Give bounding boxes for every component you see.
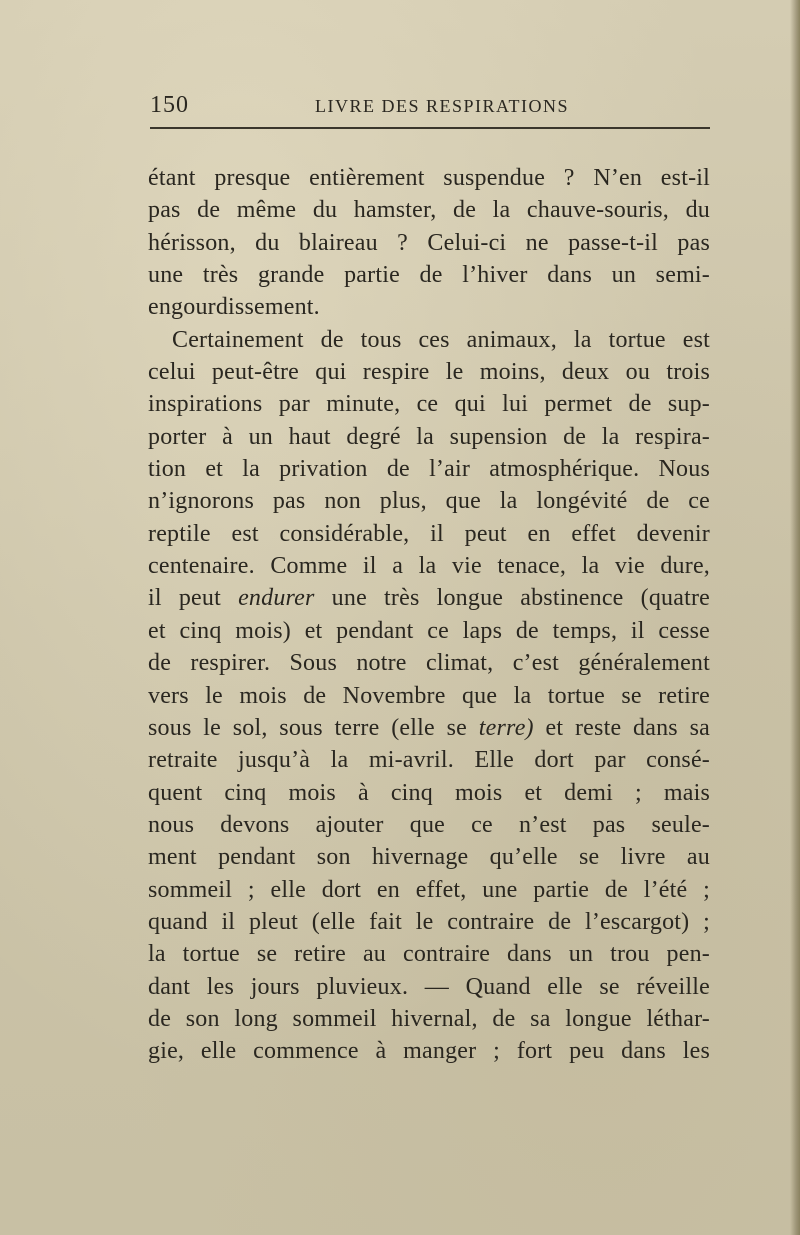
text-line: pas de même du hamster, de la chauve-souris, du [148,197,710,224]
text-segment: sous le sol, sous terre (elle se [148,714,479,741]
text-line: quand il pleut (elle fait le contraire de l’escargot) ; [148,908,710,935]
text-line: centenaire. Comme il a la vie tenace, la vie dure, [148,553,710,580]
text-line: la tortue se retire au contraire dans un trou pen- [148,941,710,968]
text-line: porter à un haut degré la supension de la respira- [148,423,710,450]
text-line: n’ignorons pas non plus, que la longévité de ce [148,488,710,515]
page-number: 150 [150,92,189,118]
text-line: gie, elle commence à manger ; fort peu dans les [148,1038,710,1065]
text-line: inspirations par minute, ce qui lui permet de sup- [148,391,710,418]
text-line: tion et la privation de l’air atmosphérique. Nous [148,456,710,483]
text-line: sommeil ; elle dort en effet, une partie de l’été ; [148,876,710,903]
text-segment: il peut [148,585,239,612]
text-line: dant les jours pluvieux. — Quand elle se réveille [148,973,710,1000]
text-line: hérisson, du blaireau ? Celui-ci ne passe-t-il pas [148,229,710,256]
text-line: vers le mois de Novembre que la tortue se retire [148,682,710,709]
italic-word: terre) [478,714,534,741]
running-title: LIVRE DES RESPIRATIONS [315,96,570,116]
text-line: et cinq mois) et pendant ce laps de temps, il cesse [148,617,710,644]
body-text [148,162,710,1068]
text-line: de son long sommeil hivernal, de sa longue léthar- [148,1005,710,1032]
text-line-with-italic [148,582,710,614]
text-line: reptile est considérable, il peut en effet devenir [148,520,710,547]
text-line-with-italic [148,712,710,744]
running-head [150,92,710,122]
text-segment: et reste dans sa [533,714,710,741]
text-line: nous devons ajouter que ce n’est pas seule- [148,811,710,838]
text-line: engourdissement. [148,294,320,321]
text-line: retraite jusqu’à la mi-avril. Elle dort par consé- [148,747,710,774]
header-rule [150,127,710,129]
italic-word: endurer [238,585,315,612]
text-segment: une très longue abstinence (quatre [314,585,710,612]
text-line: étant presque entièrement suspendue ? N’en est-il [148,165,710,191]
text-line: ment pendant son hivernage qu’elle se livre au [148,844,710,871]
text-line: une très grande partie de l’hiver dans un semi- [148,262,710,289]
page-edge-shadow [790,0,800,1235]
paragraph-start-line: Certainement de tous ces animaux, la tortue est [172,326,710,353]
text-line: de respirer. Sous notre climat, c’est généralement [148,650,710,677]
text-line: quent cinq mois à cinq mois et demi ; mais [148,779,710,806]
text-line: celui peut-être qui respire le moins, deux ou trois [148,359,710,386]
